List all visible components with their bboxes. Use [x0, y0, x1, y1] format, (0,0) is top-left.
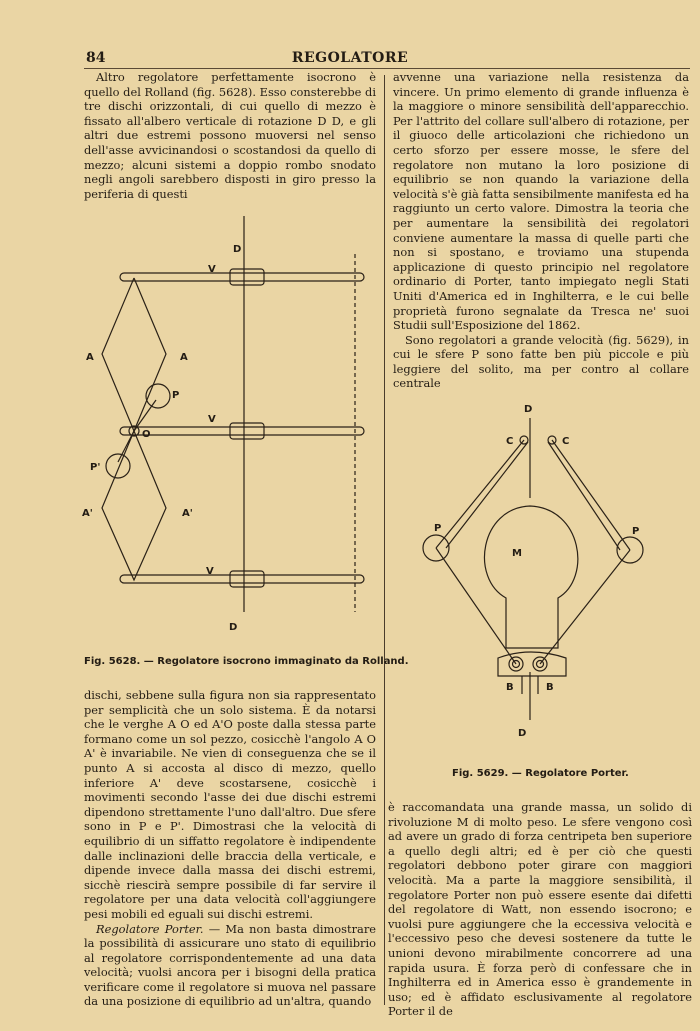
lower-hub: [230, 571, 264, 587]
arm-bottom-right: [540, 550, 630, 664]
arm-top-right: [552, 440, 630, 550]
running-title: REGOLATORE: [291, 50, 409, 66]
label-p-prime: P': [90, 462, 101, 473]
label-a-prime-left: A': [82, 508, 93, 519]
figure-5628-diagram: [78, 208, 382, 640]
right-column-top: [393, 70, 689, 391]
label-a-left: A: [86, 352, 94, 363]
column-divider: [384, 75, 385, 1005]
label-c-left: C: [506, 436, 514, 447]
left-column-bottom: [84, 688, 376, 1009]
arm-bottom-left: [436, 548, 516, 664]
label-v-upper: V: [208, 264, 216, 275]
central-mass-m: [484, 506, 577, 648]
porter-speed-paragraph: Sono regolatori a grande velocità (fig. 5629), in cui le sfere P sono fatte ben più piccole e più leggiere del solito, ma per contro al collare centrale: [393, 332, 689, 391]
label-d-bottom: D: [229, 622, 238, 633]
label-v-middle: V: [208, 414, 216, 425]
page-number: 84: [86, 50, 106, 66]
right-column-bottom: [388, 800, 692, 1019]
label-c-right: C: [562, 436, 570, 447]
porter-paragraph: [84, 922, 376, 1010]
upper-disc: [120, 273, 364, 281]
label-a-prime-right: A': [182, 508, 193, 519]
inner-arm-right: [548, 442, 620, 550]
label-v-lower: V: [206, 566, 214, 577]
label-b-left: B: [506, 682, 514, 693]
figure-5629-caption: Fig. 5629. — Regolatore Porter.: [452, 768, 629, 779]
label-d-top: D: [233, 244, 242, 255]
middle-disc: [120, 427, 364, 435]
label-m: M: [512, 548, 522, 559]
label-porter-p-left: P: [434, 523, 442, 534]
upper-hub: [230, 269, 264, 285]
label-o: O: [142, 429, 151, 440]
label-porter-d-top: D: [524, 404, 533, 415]
lower-rhombus: [102, 431, 166, 580]
figure-5629-diagram: [410, 398, 674, 744]
sensitivity-paragraph: avvenne una variazione nella resistenza da vincere. Un primo elemento di grande influenza è la maggiore o minore sensibilità dell'apparecchio. Per l'attrito del collare sull'albero di rotazione, per il giuoco delle articolazioni che richiedono un certo sforzo per essere mosse, le sfere del regolatore non mutano la loro posizione di equilibrio se non quando la variazione della velocità s'è già fatta sensibilmente manifesta ed ha raggiunto un certo valore. Dimostra la teoria che per aumentare la sensibilità dei regolatori conviene aumentare la massa di quelle parti che non si spostano, e troviamo una stupenda applicazione di questo principio nel regolatore ordinario di Porter, tanto impiegato negli Stati Uniti d'America ed in Inghilterra, e le cui belle proprietà furono segnalate da Tresca ne' suoi Studii sull'Esposizione del 1862.: [393, 70, 689, 333]
label-porter-d-bottom: D: [518, 728, 527, 739]
middle-hub: [230, 423, 264, 439]
arm-top-left: [436, 440, 524, 548]
figure-5628-caption: Fig. 5628. — Regolatore isocrono immaginato da Rolland.: [84, 656, 409, 667]
porter-mass-paragraph: è raccomandata una grande massa, un solido di rivoluzione M di molto peso. Le sfere vengono così ad avere un grado di forza centripeta ben superiore a quello degli altri; ed è per ciò che questi regolatori debbono poter girare con maggiori velocità. Ma a parte la maggiore sensibilità, il regolatore Porter non può essere esente dai difetti del regolatore di Watt, non essendo isocrono; e vuolsi pure aggiungere che la eccessiva velocità e l'eccessivo peso che devesi sostenere da tutte le unioni devono mirabilmente concorrere ad una rapida usura. È forza però di confessare che in Inghilterra ed in America esso è grandemente in uso; ed è affidato esclusivamente al regolatore Porter il de: [388, 800, 692, 1019]
porter-heading: Regolatore Porter.: [96, 921, 204, 936]
label-a-right: A: [180, 352, 188, 363]
left-column-top: [84, 70, 376, 201]
rolland-intro-paragraph: Altro regolatore perfettamente isocrono è quello del Rolland (fig. 5628). Esso consterebbe di tre dischi orizzontali, di cui quello di mezzo è fissato all'albero verticale di rotazione D D, e gli altri due estremi possono muoversi nel senso dell'asse avvicinandosi o scostandosi da quello di mezzo; alcuni sistemi a doppio rombo snodato negli angoli sarebbero disposti in giro presso la periferia di questi: [84, 70, 376, 201]
label-porter-p-right: P: [632, 526, 640, 537]
ball-p-prime: [106, 454, 130, 478]
header-rule: [84, 68, 690, 69]
rolland-continuation-paragraph: dischi, sebbene sulla figura non sia rappresentato per semplicità che un solo sistema. È da notarsi che le verghe A O ed A'O poste dalla stessa parte formano come un sol pezzo, cosicchè l'angolo A O A' è invariabile. Ne vien di conseguenza che se il punto A si accosta al disco di mezzo, quello inferiore A' deve scostarsene, cosicchè i movimenti secondo l'asse dei due dischi estremi dipendono strettamente l'uno dall'altro. Due sfere sono in P e P'. Dimostrasi che la velocità di equilibrio di un siffatto regolatore è indipendente dalle inclinazioni delle braccia della verticale, e dipende invece dalla massa dei dischi estremi, sicchè riescirà sempre possibile di far servire il regolatore per una data velocità coll'aggiungere pesi mobili ed eguali sui dischi estremi.: [84, 688, 376, 921]
label-b-right: B: [546, 682, 554, 693]
porter-paragraph-text: — Ma non basta dimostrare la possibilità di assicurare uno stato di equilibrio al regolatore corrispondentemente ad una data velocità; vuolsi ancora per i bisogni della pratica verificare come il regolatore si muova nel passare da una posizione di equilibrio ad un'altra, quando: [84, 921, 377, 1009]
label-p: P: [172, 390, 180, 401]
ball-p: [146, 384, 170, 408]
collar: [498, 652, 566, 676]
inner-arm-left: [446, 442, 528, 548]
lower-disc: [120, 575, 364, 583]
